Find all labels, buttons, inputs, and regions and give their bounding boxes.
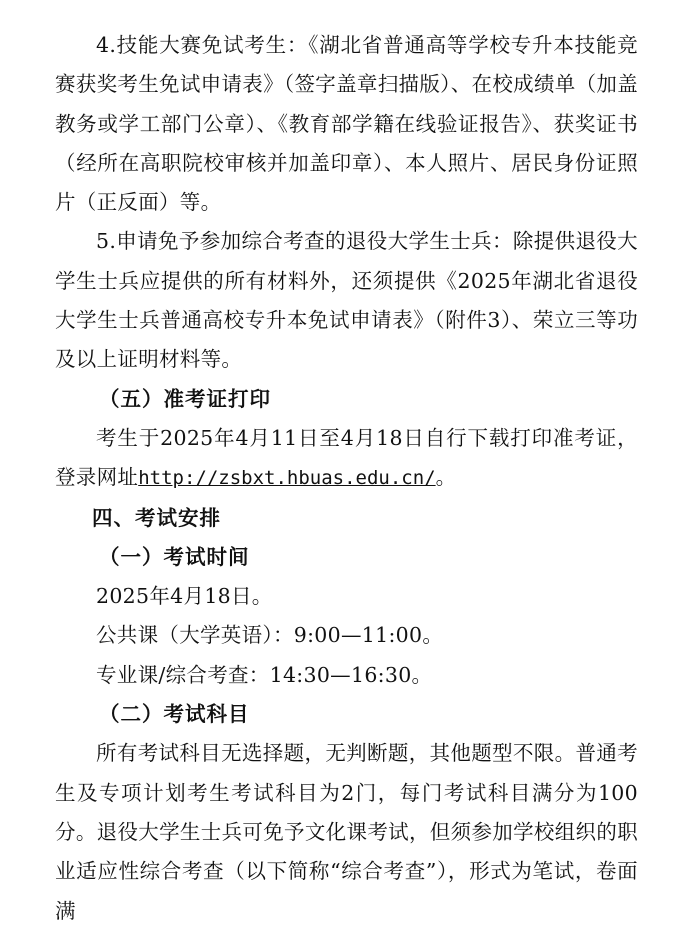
heading-exam-time: （一）考试时间 (99, 544, 250, 569)
admission-text: 考生于2025年4月11日至4月18日自行下载打印准考证，登录网址 (55, 425, 638, 490)
heading-admission-ticket: （五）准考证打印 (99, 386, 271, 411)
heading-exam-subjects: （二）考试科目 (99, 702, 250, 727)
exam-date: 2025年4月18日。 (96, 584, 273, 609)
paragraph-admission-ticket (55, 419, 638, 499)
admission-text-end: 。 (435, 465, 457, 490)
document-page (55, 26, 638, 931)
paragraph-skill-competition: 4.技能大赛免试考生：《湖北省普通高等学校专升本技能竞赛获奖考生免试申请表》（签字盖章扫描版）、在校成绩单（加盖教务或学工部门公章）、《教育部学籍在线验证报告》、获奖证书（经所在高职院校审核并加盖印章）、本人照片、居民身份证照片（正反面）等。 (55, 33, 638, 215)
exam-public-course-time: 公共课（大学英语）：9:00—11:00。 (96, 623, 444, 648)
exam-specialty-course-time: 专业课/综合考查：14:30—16:30。 (96, 662, 433, 687)
paragraph-exam-subjects: 所有考试科目无选择题，无判断题，其他题型不限。普通考生及专项计划考生考试科目为2门，每门考试科目满分为100分。退役大学生士兵可免予文化课考试，但须参加学校组织的职业适应性综合考查（以下简称“综合考查”），形式为笔试，卷面满 (55, 741, 638, 923)
heading-exam-arrangement: 四、考试安排 (92, 505, 221, 530)
admission-url-link[interactable]: http://zsbxt.hbuas.edu.cn/ (138, 467, 436, 490)
paragraph-veteran-exemption: 5.申请免予参加综合考查的退役大学生士兵：除提供退役大学生士兵应提供的所有材料外，还须提供《2025年湖北省退役大学生士兵普通高校专升本免试申请表》（附件3）、荣立三等功及以上证明材料等。 (55, 229, 638, 372)
